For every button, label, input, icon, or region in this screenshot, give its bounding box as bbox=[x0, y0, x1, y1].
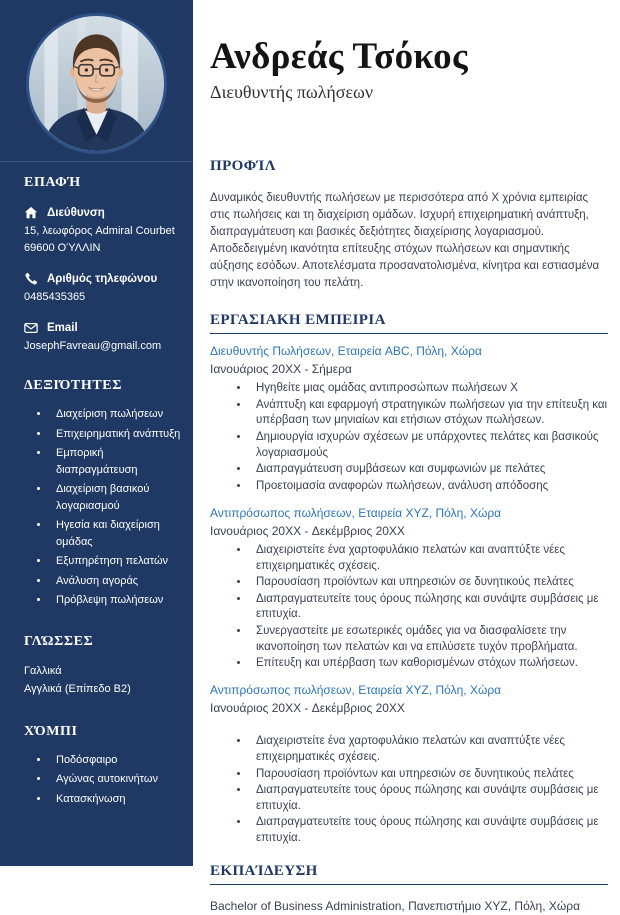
language-item: Γαλλικά bbox=[24, 664, 62, 677]
job-bullet-list bbox=[210, 381, 608, 494]
job-bullet: • Δημιουργία ισχυρών σχέσεων με υπάρχοντες πελάτες και βασικούς λογαριασμούς bbox=[250, 430, 608, 461]
skills-section-title: ΔΕΞΙΌΤΗΤΕΣ bbox=[24, 378, 122, 394]
languages-list bbox=[24, 662, 181, 698]
sidebar-divider bbox=[0, 161, 193, 162]
job-bullet: • Επίτευξη και υπέρβαση των καθορισμένων στόχων πωλήσεων. bbox=[250, 656, 608, 672]
education-section-title: ΕΚΠΑΊΔΕΥΣΗ bbox=[210, 863, 608, 885]
portrait-illustration bbox=[29, 16, 164, 151]
email-address: JosephFavreau@gmail.com bbox=[24, 340, 162, 353]
job-bullet: • Παρουσίαση προϊόντων και υπηρεσιών σε δυνητικούς πελάτες bbox=[250, 767, 608, 783]
address-line-1: 15, λεωφόρος Admiral Courbet bbox=[24, 225, 175, 237]
hobby-item: • Αγώνας αυτοκινήτων bbox=[50, 771, 181, 788]
job-bullet-list bbox=[210, 543, 608, 672]
job-title: Διευθυντής Πωλήσεων, Εταιρεία ABC, Πόλη, Χώρα bbox=[210, 343, 482, 358]
hobbies-list bbox=[24, 752, 181, 808]
main-column bbox=[210, 0, 608, 915]
hobby-item: • Ποδόσφαιρο bbox=[50, 752, 181, 769]
address-line-2: 69600 ΟΎΛΛΙΝ bbox=[24, 242, 101, 255]
job-bullet: • Διαπραγματευτείτε τους όρους πώλησης και συνάψτε συμβάσεις με επιτυχία. bbox=[250, 592, 608, 623]
job-bullet: • Διαπραγματευτείτε τους όρους πώλησης και συνάψτε συμβάσεις με επιτυχία. bbox=[250, 815, 608, 846]
skill-item: • Εμπορική διαπραγμάτευση bbox=[50, 445, 181, 478]
phone-number: 0485435365 bbox=[24, 291, 86, 304]
job-bullet: • Διαχειριστείτε ένα χαρτοφυλάκιο πελατών και αναπτύξτε νέες επιχειρηματικές σχέσεις. bbox=[250, 543, 608, 574]
house-icon bbox=[24, 206, 38, 220]
job-bullet: • Παρουσίαση προϊόντων και υπηρεσιών σε δυνητικούς πελάτες bbox=[250, 575, 608, 591]
contact-label-email: Email bbox=[47, 322, 78, 335]
language-item: Αγγλικά (Επίπεδο B2) bbox=[24, 682, 131, 695]
job-bullet: • Διαπραγμάτευση συμβάσεων και συμφωνιών με πελάτες bbox=[250, 462, 608, 478]
experience-section-title: ΕΡΓΑΣΙΑΚΗ ΕΜΠΕΙΡΙΑ bbox=[210, 312, 608, 334]
education-text: Bachelor of Business Administration, Πανεπιστήμιο XYZ, Πόλη, Χώρα bbox=[210, 898, 581, 913]
skill-item: • Ηγεσία και διαχείριση ομάδας bbox=[50, 517, 181, 550]
job-entry bbox=[210, 683, 608, 847]
job-date: Ιανουάριος 20XX - Δεκέμβριος 20XX bbox=[210, 700, 405, 715]
job-date: Ιανουάριος 20XX - Δεκέμβριος 20XX bbox=[210, 523, 405, 538]
contact-section-title: ΕΠΑΦΉ bbox=[24, 175, 81, 190]
skill-item: • Εξυπηρέτηση πελατών bbox=[50, 553, 181, 570]
skills-list bbox=[24, 406, 181, 609]
job-entry bbox=[210, 506, 608, 672]
profile-photo bbox=[26, 13, 167, 154]
skill-item: • Επιχειρηματική ανάπτυξη bbox=[50, 426, 181, 443]
job-bullet: • Διαπραγματευτείτε τους όρους πώλησης και συνάψτε συμβάσεις με επιτυχία. bbox=[250, 783, 608, 814]
job-bullet: • Ηγηθείτε μιας ομάδας αντιπροσώπων πωλήσεων X bbox=[250, 381, 608, 397]
contact-item-address bbox=[24, 206, 181, 257]
contact-label-phone: Αριθμός τηλεφώνου bbox=[47, 273, 158, 286]
candidate-name: Ανδρεάς Τσόκος bbox=[210, 36, 468, 77]
job-bullet-list bbox=[210, 734, 608, 846]
job-title: Αντιπρόσωπος πωλήσεων, Εταιρεία XYZ, Πόλη, Χώρα bbox=[210, 682, 502, 697]
skill-item: • Πρόβλεψη πωλήσεων bbox=[50, 592, 181, 609]
phone-icon bbox=[24, 272, 38, 286]
job-date: Ιανουάριος 20XX - Σήμερα bbox=[210, 361, 352, 376]
skill-item: • Διαχείριση πωλήσεων bbox=[50, 406, 181, 423]
job-title: Αντιπρόσωπος πωλήσεων, Εταιρεία XYZ, Πόλη, Χώρα bbox=[210, 505, 502, 520]
contact-item-phone bbox=[24, 272, 181, 306]
languages-section-title: ΓΛΏΣΣΕΣ bbox=[24, 633, 94, 649]
contact-label-address: Διεύθυνση bbox=[47, 207, 105, 219]
sidebar bbox=[0, 0, 193, 866]
hobby-item: • Κατασκήνωση bbox=[50, 791, 181, 808]
job-bullet: • Διαχειριστείτε ένα χαρτοφυλάκιο πελατών και αναπτύξτε νέες επιχειρηματικές σχέσεις. bbox=[250, 734, 608, 765]
candidate-job-title: Διευθυντής πωλήσεων bbox=[210, 82, 374, 103]
profile-text: Δυναμικός διευθυντής πωλήσεων με περισσότερα από X χρόνια εμπειρίας στις πωλήσεις και τη διαχείριση ομάδων. Ισχυρή επιχειρηματική ανάπτυξη, διαπραγμάτευση και βασικές δεξιότητες διαχείρισης λογαριασμού. Αποδεδειγμένη ικανότητα επίτευξης στόχων πωλήσεων και σημαντικής αύξησης εσόδων. Αποτελέσματα προσανατολισμένα, κίνητρα και εστιασμένα στην ικανοποίηση του πελάτη. bbox=[210, 192, 600, 289]
profile-section-title: ΠΡΟΦΊΛ bbox=[210, 158, 276, 175]
job-bullet: • Συνεργαστείτε με εσωτερικές ομάδες για να διασφαλίσετε την ικανοποίηση των πελατών και να επιλύσετε τυχόν προβλήματα. bbox=[250, 624, 608, 655]
skill-item: • Ανάλυση αγοράς bbox=[50, 573, 181, 590]
job-bullet: • Ανάπτυξη και εφαρμογή στρατηγικών πωλήσεων για την επίτευξη και υπέρβαση των μηνιαίων και ετήσιων στόχων πωλήσεων. bbox=[250, 398, 608, 429]
job-bullet: • Προετοιμασία αναφορών πωλήσεων, ανάλυση απόδοσης bbox=[250, 479, 608, 495]
skill-item: • Διαχείριση βασικού λογαριασμού bbox=[50, 481, 181, 514]
hobbies-section-title: ΧΌΜΠΙ bbox=[24, 723, 78, 739]
envelope-icon bbox=[24, 321, 38, 335]
contact-item-email bbox=[24, 321, 181, 355]
job-entry bbox=[210, 344, 608, 495]
